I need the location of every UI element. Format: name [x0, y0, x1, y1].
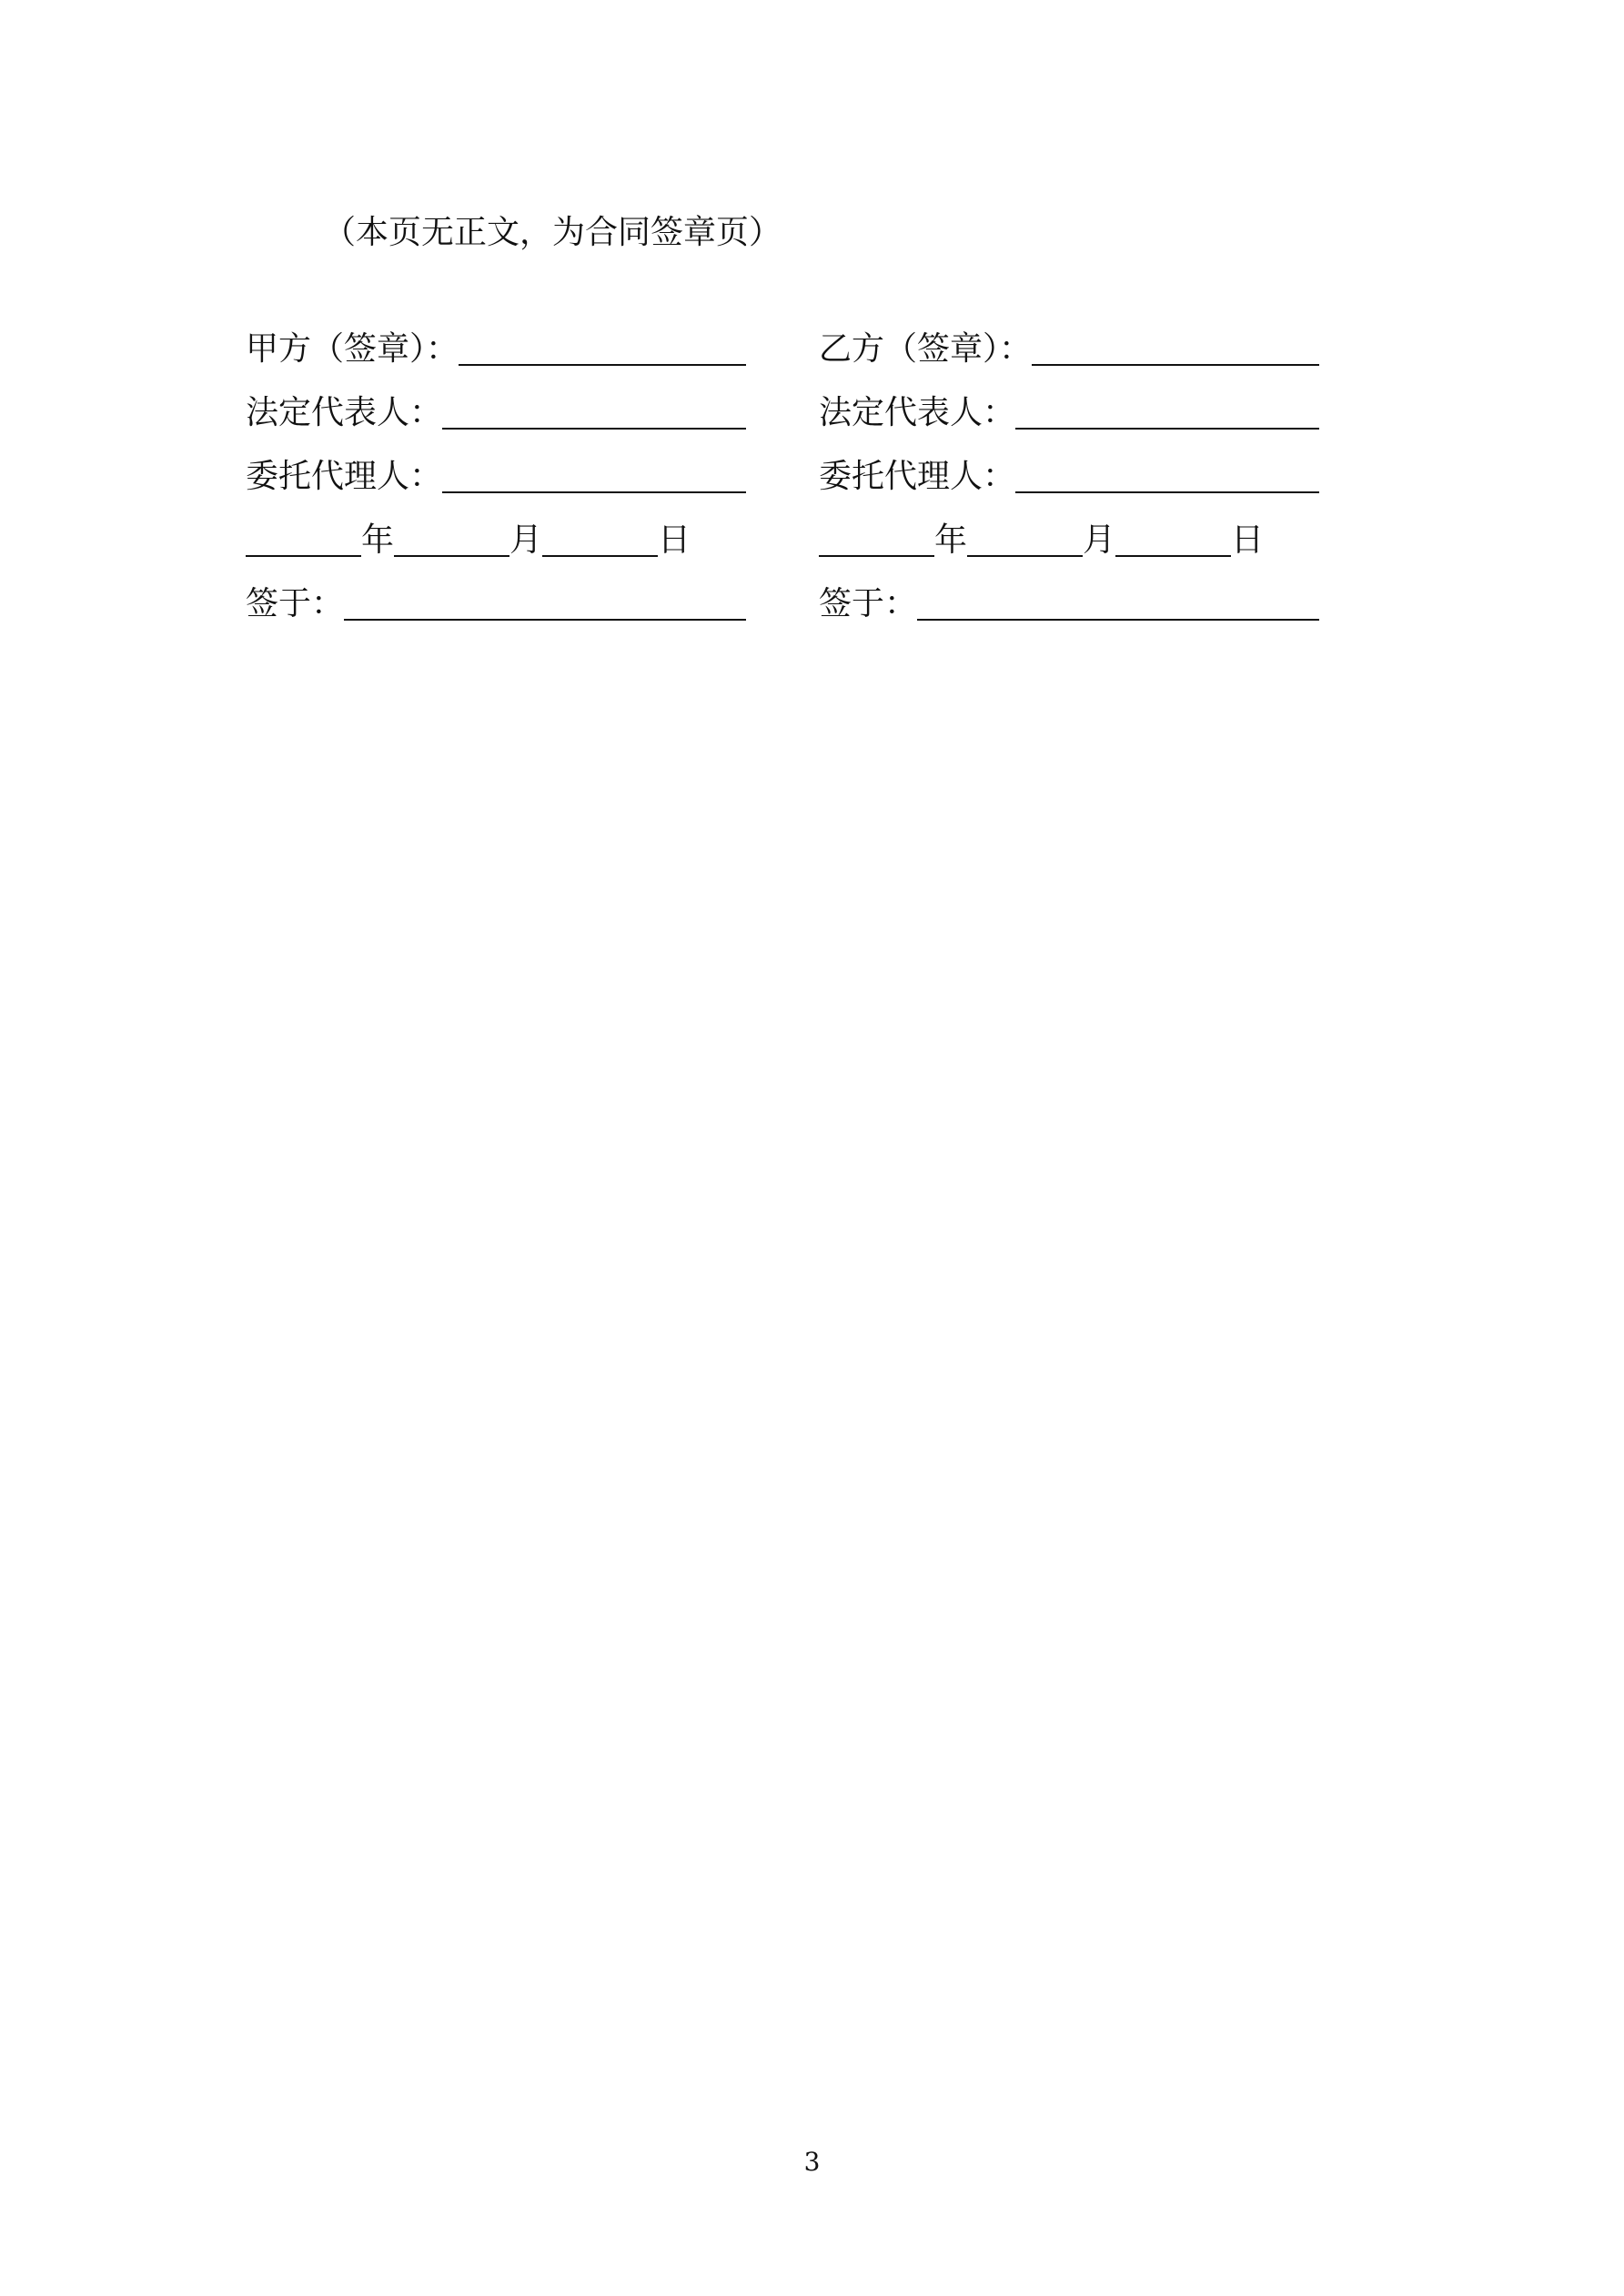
party-b-seal-label: 乙方（签章）：	[819, 330, 1033, 368]
party-a-agent-label: 委托代理人：	[246, 458, 443, 495]
party-a-signature-block	[246, 308, 746, 626]
party-a-agent-row	[246, 435, 746, 499]
party-b-agent-blank	[1015, 455, 1319, 493]
party-b-agent-label: 委托代理人：	[819, 458, 1016, 495]
party-a-seal-blank	[459, 328, 746, 366]
party-a-year-label: 年	[361, 521, 395, 559]
signature-page-note: （本页无正文，为合同签章页）	[323, 214, 782, 251]
party-a-signed-at-row	[246, 562, 746, 626]
party-a-month-blank	[394, 519, 509, 557]
party-a-signed-at-blank	[344, 582, 746, 621]
party-b-legal-rep-row	[819, 371, 1319, 435]
party-b-legal-rep-label: 法定代表人：	[819, 394, 1016, 431]
party-a-year-blank	[246, 519, 361, 557]
party-a-legal-rep-row	[246, 371, 746, 435]
party-b-year-blank	[819, 519, 934, 557]
party-b-signed-at-blank	[917, 582, 1319, 621]
party-b-signed-at-label: 签于：	[819, 585, 918, 622]
party-a-date-row	[246, 499, 746, 562]
party-a-seal-label: 甲方（签章）：	[246, 330, 459, 368]
party-b-day-label: 日	[1231, 521, 1265, 559]
party-a-legal-rep-blank	[442, 391, 746, 430]
party-a-day-label: 日	[658, 521, 691, 559]
party-b-agent-row	[819, 435, 1319, 499]
party-a-legal-rep-label: 法定代表人：	[246, 394, 443, 431]
party-b-month-label: 月	[1083, 521, 1116, 559]
party-a-month-label: 月	[509, 521, 543, 559]
party-b-seal-row	[819, 308, 1319, 371]
page-number: 3	[803, 2147, 821, 2177]
party-a-agent-blank	[442, 455, 746, 493]
party-b-signature-block	[819, 308, 1319, 626]
party-b-signed-at-row	[819, 562, 1319, 626]
party-a-seal-row	[246, 308, 746, 371]
party-a-day-blank	[542, 519, 658, 557]
party-b-day-blank	[1115, 519, 1231, 557]
party-b-month-blank	[967, 519, 1083, 557]
party-a-signed-at-label: 签于：	[246, 585, 345, 622]
party-b-date-row	[819, 499, 1319, 562]
party-b-seal-blank	[1032, 328, 1319, 366]
party-b-legal-rep-blank	[1015, 391, 1319, 430]
party-b-year-label: 年	[934, 521, 968, 559]
